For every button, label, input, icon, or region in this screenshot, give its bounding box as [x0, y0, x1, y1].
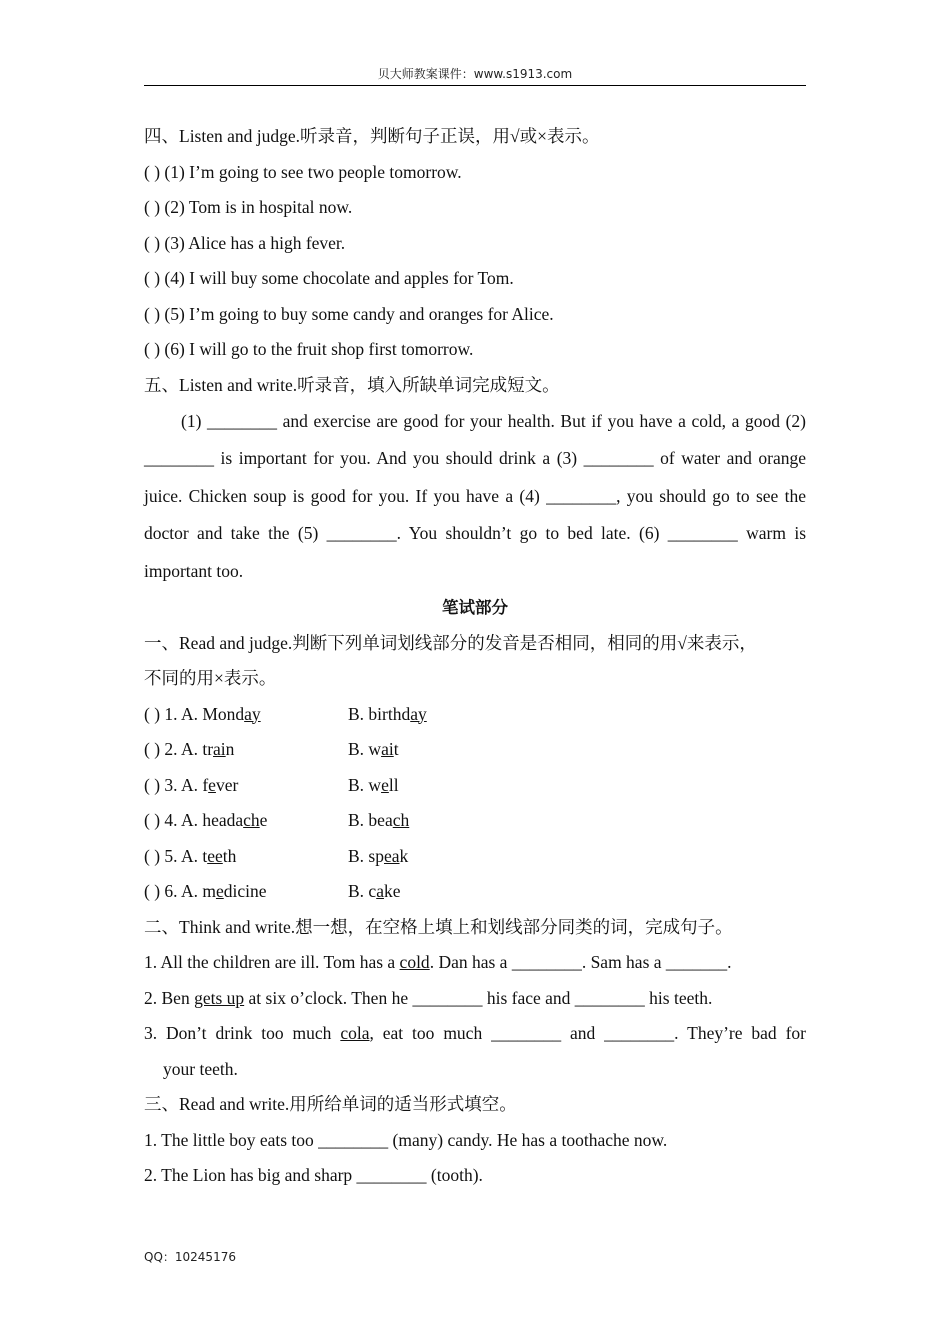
- word-a-underlined: e: [215, 881, 224, 902]
- phonics-item-4: [144, 803, 806, 839]
- form-item-1: 1. The little boy eats too ________ (many) candy. He has a toothache now.: [144, 1129, 668, 1150]
- option-a: [144, 768, 348, 804]
- word-a-underlined: e: [208, 774, 216, 795]
- word-a-start: f: [202, 774, 209, 795]
- think-sentence-2: [144, 981, 806, 1017]
- underlined-word: cola: [340, 1023, 370, 1044]
- think-sentence-1: [144, 945, 806, 981]
- word-a-start: tr: [202, 739, 214, 760]
- judge-item-2: ( ) (2) Tom is in hospital now.: [144, 197, 353, 217]
- item-number: ( ) 1. A.: [144, 703, 203, 724]
- word-a-end: ver: [215, 774, 239, 795]
- sentence-text: . Dan has a ________. Sam has a _______.: [429, 952, 732, 973]
- item-number: ( ) 3. A.: [144, 774, 203, 795]
- sentence-text: , eat too much ________ and ________. They’re bad for: [369, 1023, 806, 1044]
- word-b-end: t: [393, 739, 399, 760]
- option-a: [144, 874, 348, 910]
- sentence-text: 2. Ben: [144, 987, 195, 1008]
- cloze-passage-text: (1) ________ and exercise are good for your health. But if you have a cold, a good (2) ________ is important for you. And you should drink a (3) ________ of water and orange juice. Chicken soup is good for you. If you have a (4) ________, you should go to see the doctor and take the (5) ________. You shouldn’t go to bed late. (6) ________ warm is important too.: [144, 411, 806, 581]
- phonics-item-1: [144, 697, 806, 733]
- phonics-item-3: [144, 768, 806, 804]
- cloze-passage: [144, 403, 806, 590]
- option-a: [144, 732, 348, 768]
- sentence-text: 1. All the children are ill. Tom has a: [144, 952, 400, 973]
- underlined-word: cold: [399, 952, 430, 973]
- item-number: ( ) 4. A.: [144, 810, 203, 831]
- phonics-item-5: [144, 839, 806, 875]
- judge-item-1: ( ) (1) I’m going to see two people tomorrow.: [144, 161, 462, 182]
- word-b-underlined: ay: [410, 703, 427, 724]
- section-4-title: 四、Listen and judge.听录音，判断句子正误，用√或×表示。: [144, 126, 600, 146]
- part-1-title-line2: 不同的用×表示。: [144, 668, 277, 689]
- word-a-underlined: ai: [213, 739, 226, 760]
- think-sentence-3: [144, 1016, 806, 1052]
- word-b-start: B. c: [348, 881, 377, 902]
- phonics-item-6: [144, 874, 806, 910]
- form-item-2: 2. The Lion has big and sharp ________ (tooth).: [144, 1165, 483, 1186]
- option-a: [144, 803, 348, 839]
- word-a-underlined: ch: [243, 810, 260, 831]
- word-b-start: B. bea: [348, 810, 393, 831]
- judge-item-4: ( ) (4) I will buy some chocolate and apples for Tom.: [144, 268, 514, 288]
- item-number: ( ) 2. A.: [144, 739, 203, 760]
- word-a-underlined: ee: [207, 845, 223, 866]
- word-b-underlined: a: [376, 881, 384, 902]
- part-2-title: 二、Think and write.想一想，在空格上填上和划线部分同类的词，完成句子。: [144, 916, 733, 937]
- option-a: [144, 697, 348, 733]
- word-a-start: Mond: [202, 703, 245, 724]
- word-b-start: B. sp: [348, 845, 384, 866]
- option-b: [348, 697, 427, 733]
- option-b: [348, 768, 399, 804]
- word-a-start: m: [202, 881, 216, 902]
- header-divider: [144, 85, 806, 86]
- option-b: [348, 874, 401, 910]
- word-b-underlined: e: [381, 774, 389, 795]
- word-b-start: B. birthd: [348, 703, 411, 724]
- phonics-item-2: [144, 732, 806, 768]
- word-b-underlined: ch: [392, 810, 410, 831]
- option-b: [348, 839, 408, 875]
- judge-item-3: ( ) (3) Alice has a high fever.: [144, 232, 346, 253]
- sentence-text: at six o’clock. Then he ________ his face and ________ his teeth.: [244, 987, 713, 1008]
- word-a-underlined: ay: [244, 703, 261, 724]
- underlined-word: gets up: [194, 987, 245, 1008]
- word-a-start: t: [202, 845, 208, 866]
- word-a-end: e: [259, 810, 268, 831]
- worksheet-content: [144, 119, 806, 1194]
- option-a: [144, 839, 348, 875]
- word-b-end: ll: [388, 774, 399, 795]
- think-sentence-3-continued: your teeth.: [163, 1058, 238, 1079]
- word-b-start: B. w: [348, 739, 382, 760]
- part-3-title: 三、Read and write.用所给单词的适当形式填空。: [144, 1094, 517, 1115]
- word-a-start: heada: [202, 810, 244, 831]
- word-b-start: B. w: [348, 774, 382, 795]
- word-a-end: dicine: [223, 881, 267, 902]
- judge-item-6: ( ) (6) I will go to the fruit shop first tomorrow.: [144, 339, 474, 359]
- page-header: 贝大师教案课件：www.s1913.com: [377, 67, 573, 81]
- option-b: [348, 803, 409, 839]
- sentence-text: 3. Don’t drink too much: [144, 1023, 341, 1044]
- page-footer: QQ：10245176: [144, 1250, 236, 1264]
- section-5-title: 五、Listen and write.听录音，填入所缺单词完成短文。: [144, 374, 560, 395]
- option-b: [348, 732, 399, 768]
- part-1-title-line1: 一、Read and judge.判断下列单词划线部分的发音是否相同，相同的用√来表示，: [144, 632, 757, 653]
- word-b-underlined: ea: [383, 845, 400, 866]
- word-b-end: k: [399, 845, 409, 866]
- word-a-end: n: [225, 739, 235, 760]
- written-part-heading: 笔试部分: [442, 598, 508, 618]
- word-a-end: th: [222, 845, 237, 866]
- judge-item-5: ( ) (5) I’m going to buy some candy and oranges for Alice.: [144, 303, 554, 324]
- item-number: ( ) 5. A.: [144, 845, 203, 866]
- word-b-end: ke: [383, 881, 401, 902]
- word-b-underlined: ai: [381, 739, 394, 760]
- item-number: ( ) 6. A.: [144, 881, 203, 902]
